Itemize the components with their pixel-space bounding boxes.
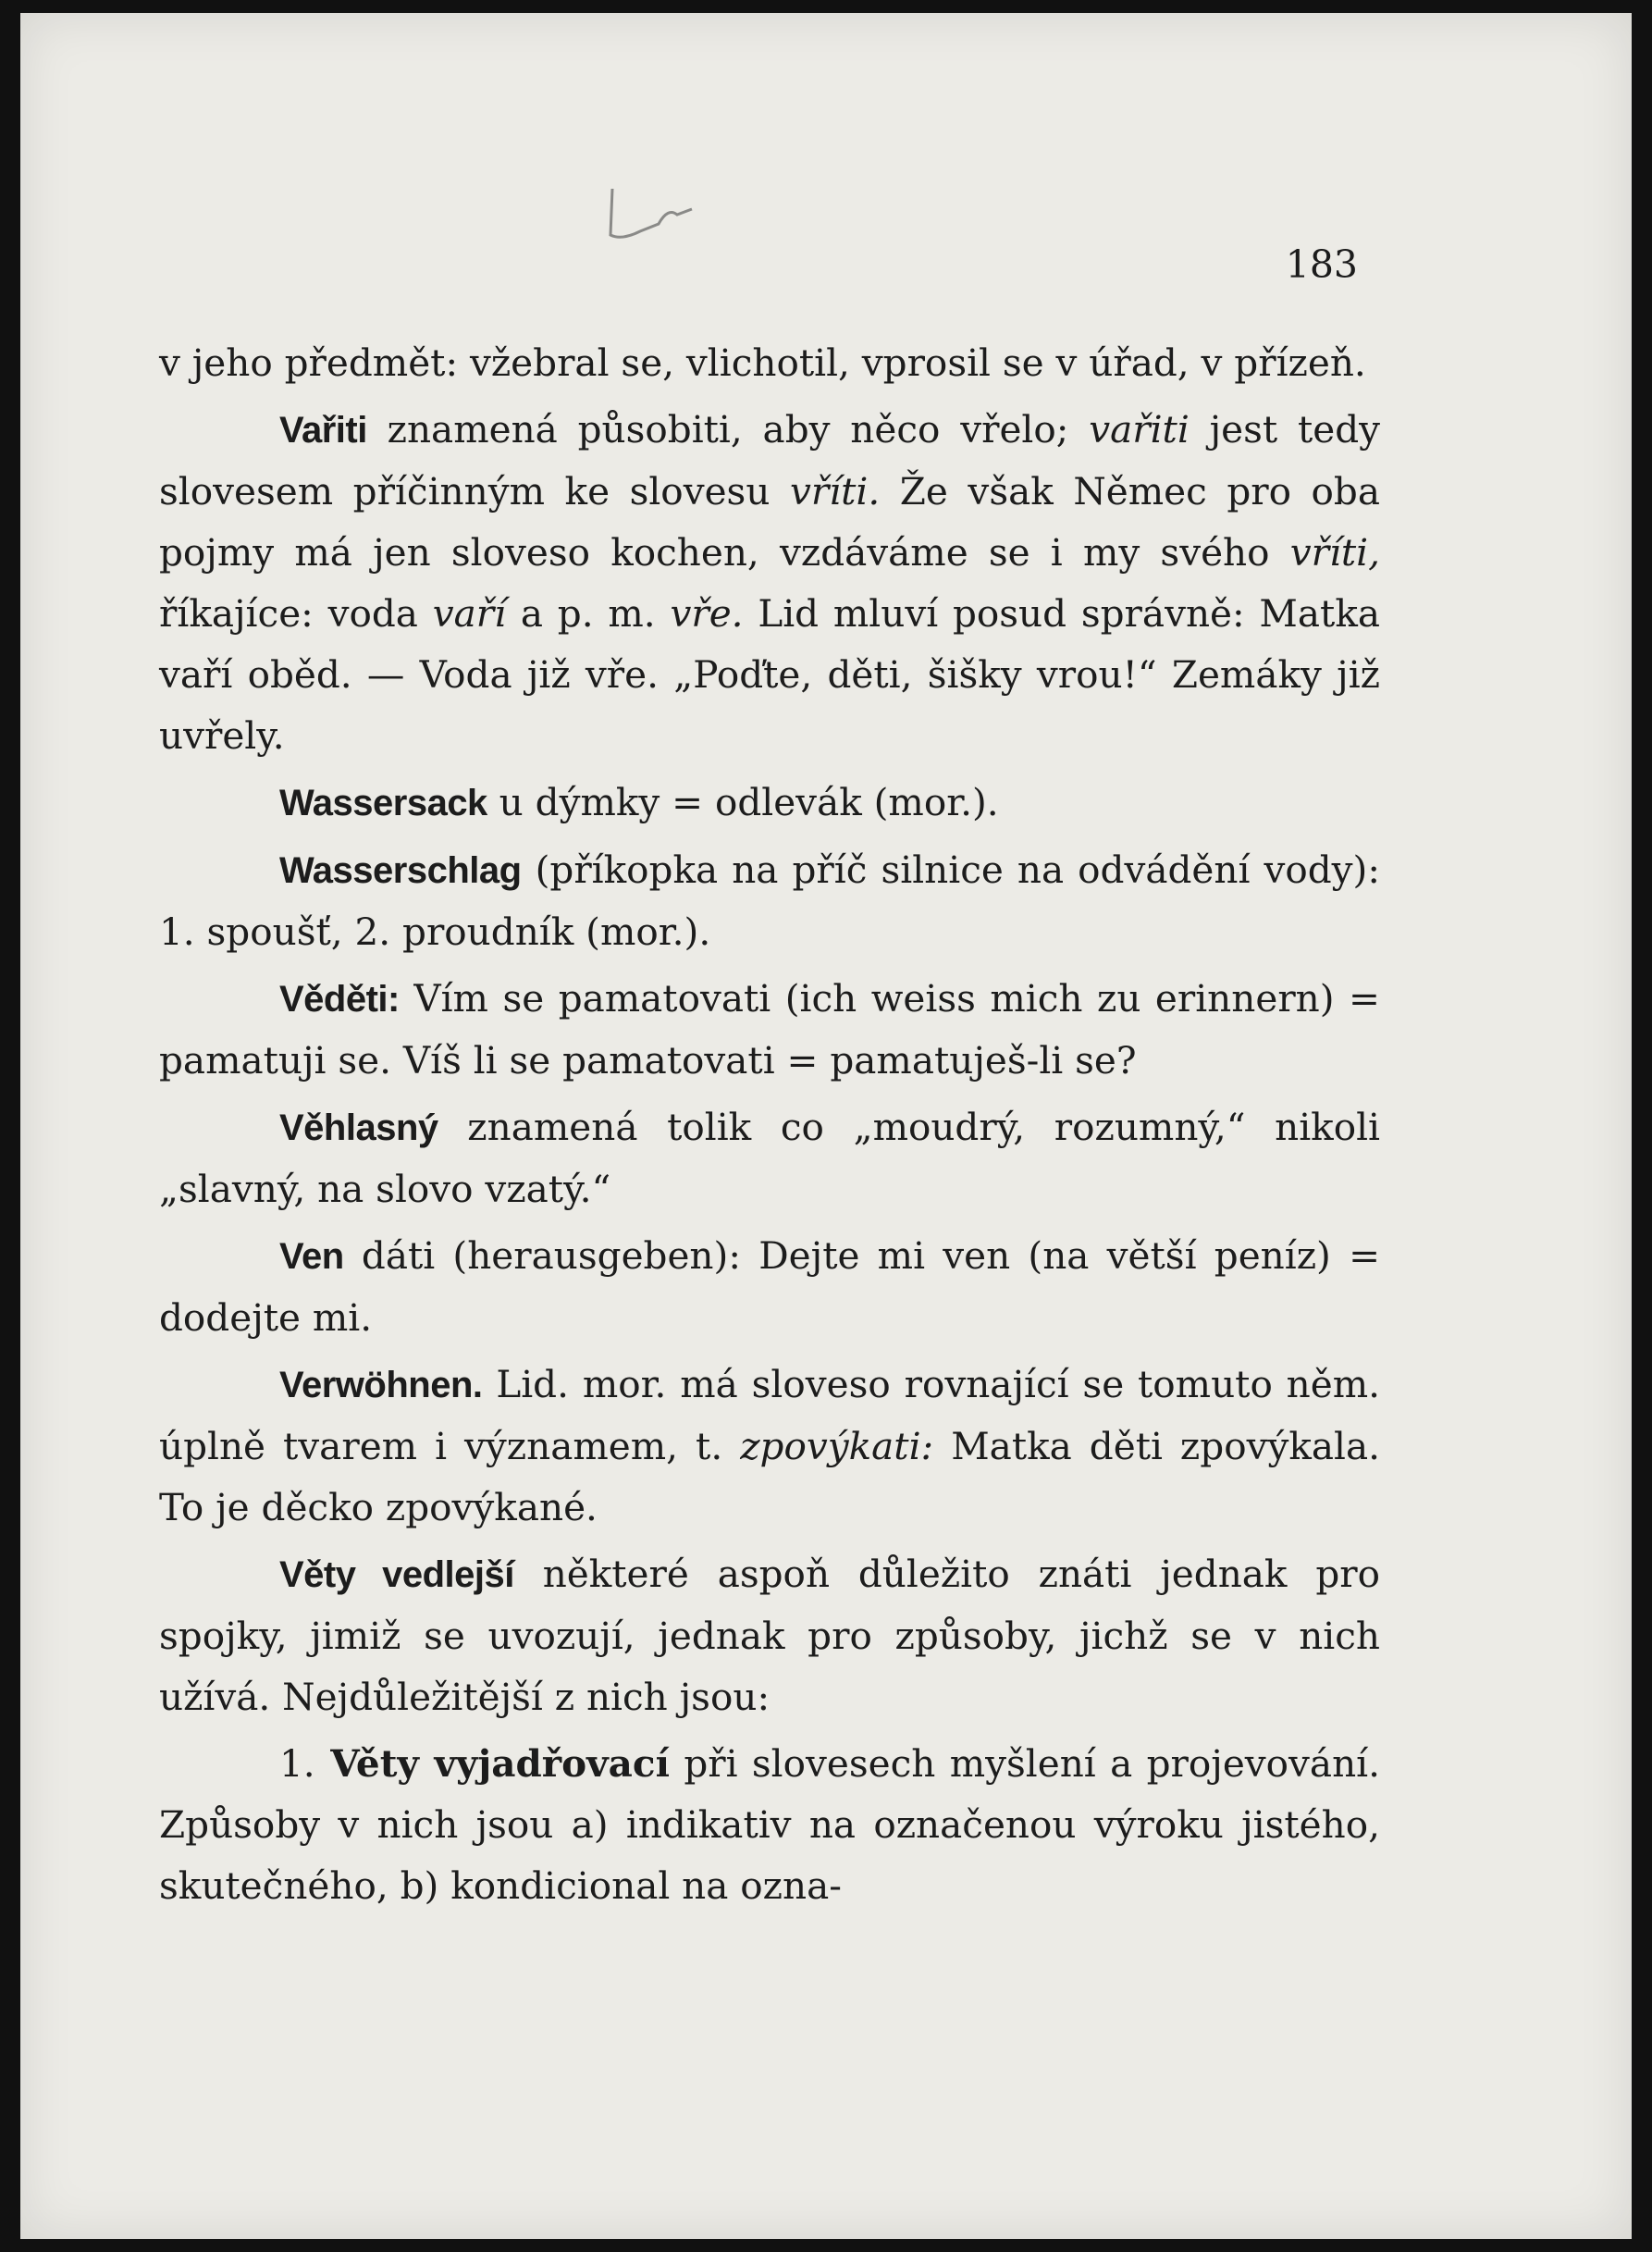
italic-term: vaří <box>432 591 507 636</box>
text-run: Že však Němec pro oba pojmy má jen sloveso kochen, vzdáváme se i my svého <box>159 469 1380 575</box>
entry-ven <box>159 1225 1380 1348</box>
entry-headword: Wasserschlag <box>279 850 522 891</box>
text-run: Lid. mor. má sloveso rovnající se tomuto něm. úplně tvarem i významem, t. <box>159 1362 1380 1468</box>
italic-term: vařiti <box>1089 407 1190 452</box>
page-text <box>159 332 1380 1922</box>
text-run: Lid mluví posud správně: Matka vaří oběd. — Voda již vře. „Poďte, děti, šišky vrou!“ Zemáky již uvřely. <box>159 591 1381 758</box>
list-item-vety-vyjadrovaci <box>159 1733 1380 1916</box>
text-run: Vím se pamatovati (ich weiss mich zu erinnern) = pamatuji se. Víš li se pamatovati = pamatuješ-li se? <box>159 976 1380 1083</box>
entry-headword: Ven <box>279 1236 344 1277</box>
text-run: říkajíce: voda <box>159 591 433 636</box>
text-run: dáti (herausgeben): Dejte mi ven (na větší peníz) = dodejte mi. <box>159 1233 1380 1340</box>
entry-headword: Věty vedlejší <box>279 1554 514 1595</box>
pencil-mark-icon <box>603 170 714 254</box>
italic-term: zpovýkati: <box>740 1424 934 1468</box>
book-page <box>20 13 1632 2239</box>
entry-headword: Vařiti <box>279 410 367 451</box>
text-run: některé aspoň důležito znáti jednak pro spojky, jimiž se uvozují, jednak pro způsoby, jichž se v nich užívá. Nejdůležitější z nich jsou: <box>159 1552 1380 1719</box>
entry-headword: Věděti: <box>279 979 400 1020</box>
entry-variti <box>159 399 1380 766</box>
italic-term: vře. <box>670 591 744 636</box>
text-run: a p. m. <box>506 591 671 636</box>
text-run: jest tedy slovesem příčinným ke slovesu <box>159 407 1381 514</box>
entry-headword: Verwöhnen. <box>279 1365 483 1405</box>
list-number: 1. <box>279 1741 315 1786</box>
text-run: znamená tolik co „moudrý, rozumný,“ nikoli „slavný, na slovo vzatý.“ <box>159 1105 1380 1211</box>
entry-vedeti <box>159 968 1380 1091</box>
entry-headword: Věhlasný <box>279 1107 438 1148</box>
entry-headword: Wassersack <box>279 783 487 823</box>
italic-term: vříti. <box>789 469 881 514</box>
bold-term: Věty vyjadřovací <box>314 1741 670 1786</box>
text-run: v jeho předmět: vžebral se, vlichotil, vprosil se v úřad, v přízeň. <box>159 340 1366 385</box>
text-run: Matka děti zpovýkala. To je děcko zpovýkané. <box>159 1424 1381 1529</box>
text-run: (příkopka na příč silnice na odvádění vody): 1. spoušť, 2. proudník (mor.). <box>159 848 1380 954</box>
entry-verwohnen <box>159 1354 1380 1538</box>
italic-term: vříti, <box>1289 530 1380 575</box>
paragraph-continuation <box>159 332 1380 393</box>
entry-wasserschlag <box>159 839 1380 962</box>
text-run: při slovesech myšlení a projevování. Způsoby v nich jsou a) indikativ na označenou výroku jistého, skutečného, b) kondicional na ozna- <box>159 1741 1380 1908</box>
text-run: u dýmky = odlevák (mor.). <box>487 780 999 824</box>
entry-wassersack <box>159 772 1380 834</box>
entry-vehlasny <box>159 1096 1380 1219</box>
text-run: znamená působiti, aby něco vřelo; <box>366 407 1090 452</box>
entry-vety-vedlejsi <box>159 1543 1380 1727</box>
page-number: 183 <box>1285 242 1358 287</box>
